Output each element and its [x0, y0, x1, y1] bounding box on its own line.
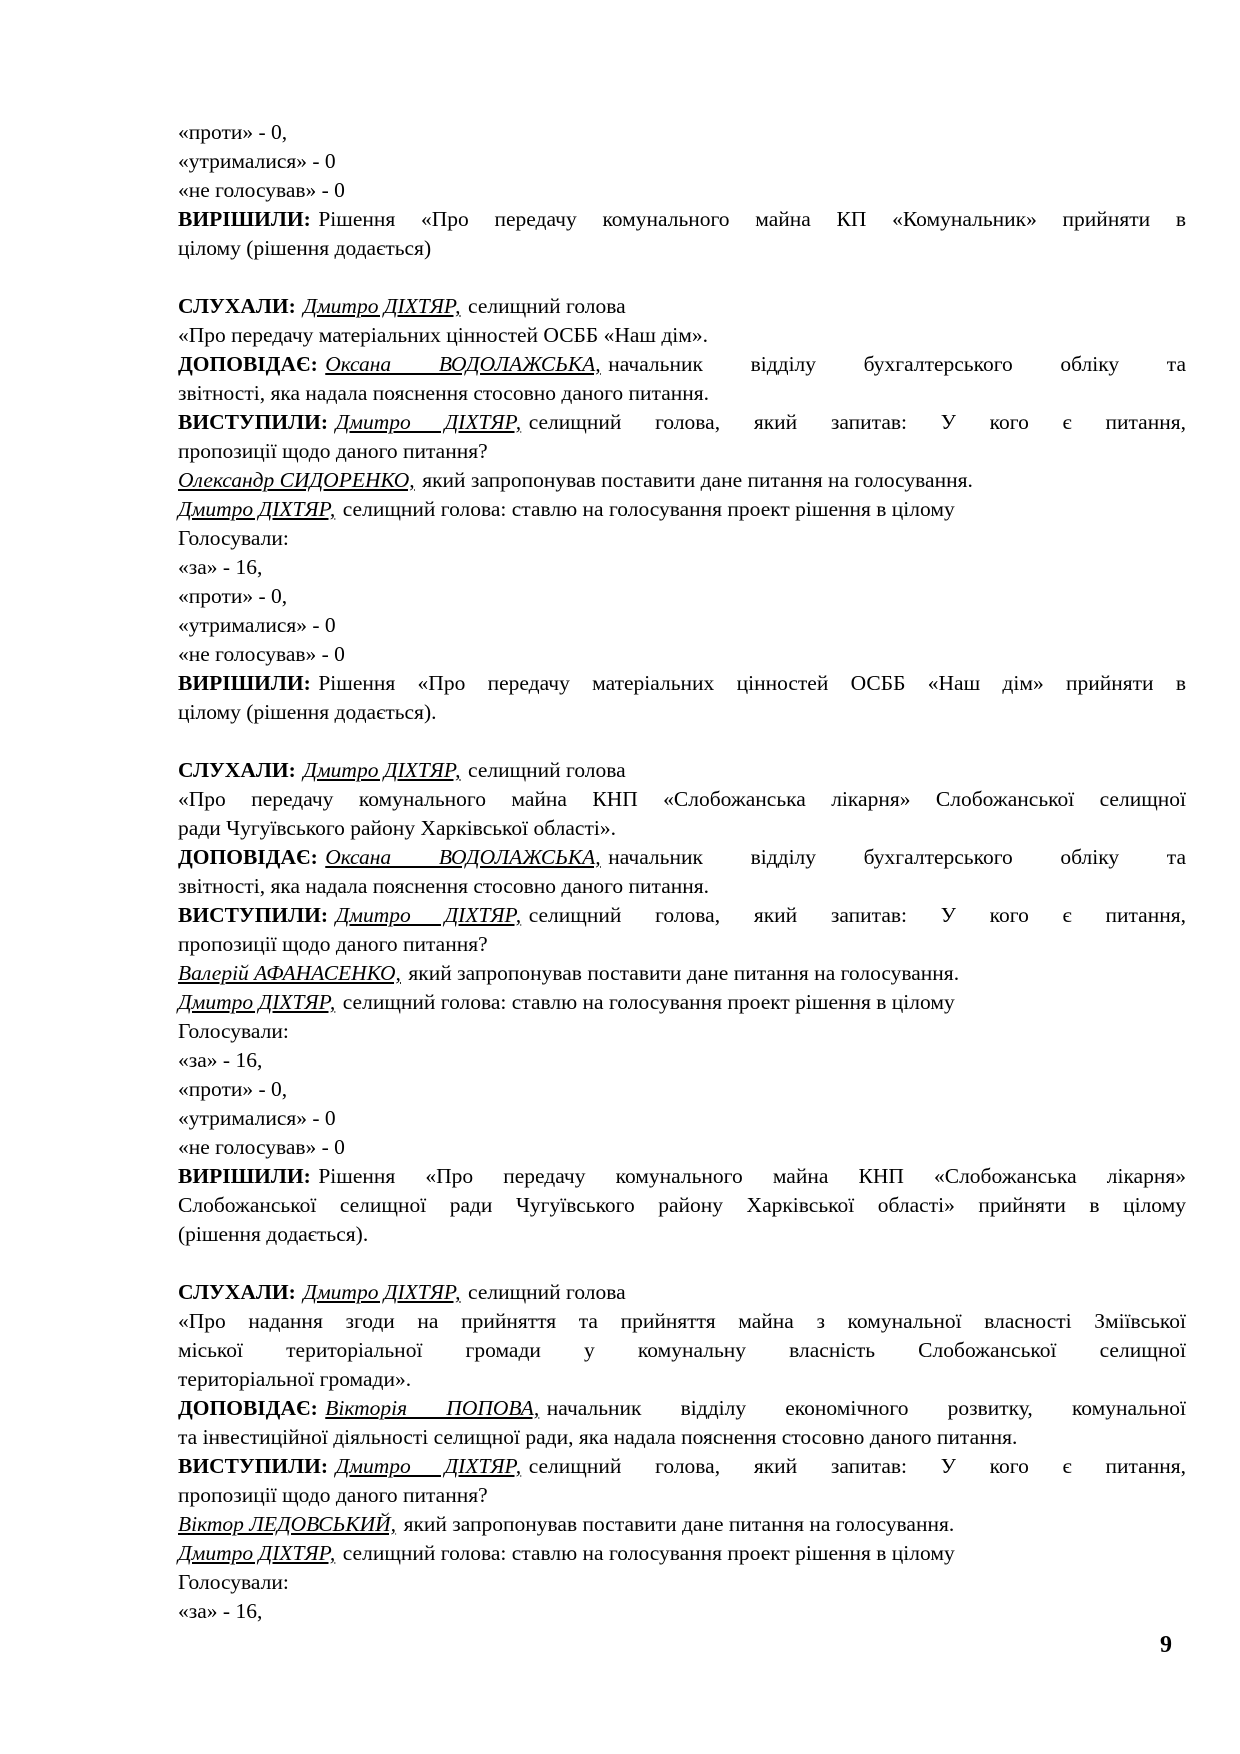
- speaker-name: Дмитро ДІХТЯР,: [335, 903, 522, 927]
- voted-label: Голосували:: [178, 1570, 289, 1594]
- topic-text-cont: ради Чугуївського району Харківської області».: [178, 816, 616, 840]
- heard-name: Дмитро ДІХТЯР,: [303, 294, 461, 318]
- speakers-line: [178, 408, 1186, 437]
- speakers-label: ВИСТУПИЛИ:: [178, 1454, 329, 1478]
- reporter-line: [178, 1394, 1186, 1423]
- vote-caller-name: Дмитро ДІХТЯР,: [178, 990, 336, 1014]
- vote-against: «проти» - 0,: [178, 1077, 288, 1101]
- reporter-name: Вікторія ПОПОВА,: [325, 1396, 540, 1420]
- topic-text: «Про передачу комунального майна КНП «Слобожанська лікарня» Слобожанської селищної: [178, 787, 1186, 811]
- resolution-text: Рішення «Про передачу комунального майна КП «Комунальник» прийняти в: [318, 207, 1186, 231]
- speaker-text-cont: пропозиції щодо даного питання?: [178, 439, 488, 463]
- speaker-text: селищний голова, який запитав: У кого є питання,: [528, 410, 1186, 434]
- vote-call-line: [178, 988, 1186, 1017]
- topic-text: «Про надання згоди на прийняття та прийняття майна з комунальної власності Зміївської: [178, 1309, 1186, 1333]
- reporter-text-cont: та інвестиційної діяльності селищної ради, яка надала пояснення стосовно даного питання.: [178, 1425, 1018, 1449]
- section-property-transfer: [178, 1278, 1186, 1626]
- reporter-text-cont: звітності, яка надала пояснення стосовно даного питання.: [178, 874, 710, 898]
- heard-role: селищний голова: [468, 1280, 626, 1304]
- speaker-name: Дмитро ДІХТЯР,: [335, 1454, 522, 1478]
- vote-novote: «не голосував» - 0: [178, 178, 345, 202]
- resolution-line: [178, 1162, 1186, 1191]
- speakers-line: [178, 901, 1186, 930]
- topic-text: «Про передачу матеріальних цінностей ОСББ «Наш дім».: [178, 323, 709, 347]
- proposal-text: який запропонував поставити дане питання на голосування.: [422, 468, 973, 492]
- proposer-name: Валерій АФАНАСЕНКО,: [178, 961, 401, 985]
- vote-abstain: «утрималися» - 0: [178, 1106, 336, 1130]
- resolution-text-cont: Слобожанської селищної ради Чугуївського району Харківської області» прийняти в цілому: [178, 1193, 1186, 1217]
- reporter-line: [178, 350, 1186, 379]
- resolution-label: ВИРІШИЛИ:: [178, 1164, 311, 1188]
- vote-caller-name: Дмитро ДІХТЯР,: [178, 497, 336, 521]
- speaker-text-cont: пропозиції щодо даного питання?: [178, 932, 488, 956]
- heard-name: Дмитро ДІХТЯР,: [303, 758, 461, 782]
- resolution-line: [178, 669, 1186, 698]
- resolution-line: [178, 205, 1186, 234]
- speakers-label: ВИСТУПИЛИ:: [178, 410, 329, 434]
- speaker-name: Дмитро ДІХТЯР,: [335, 410, 522, 434]
- heard-label: СЛУХАЛИ:: [178, 1280, 296, 1304]
- vote-abstain: «утрималися» - 0: [178, 613, 336, 637]
- heard-name: Дмитро ДІХТЯР,: [303, 1280, 461, 1304]
- reporter-label: ДОПОВІДАЄ:: [178, 1396, 318, 1420]
- resolution-label: ВИРІШИЛИ:: [178, 207, 311, 231]
- vote-against: «проти» - 0,: [178, 584, 288, 608]
- reporter-text: начальник відділу бухгалтерського обліку та: [608, 352, 1186, 376]
- speaker-text: селищний голова, який запитав: У кого є питання,: [528, 1454, 1186, 1478]
- voted-label: Голосували:: [178, 526, 289, 550]
- section-hospital: [178, 756, 1186, 1249]
- reporter-text: начальник відділу бухгалтерського обліку та: [608, 845, 1186, 869]
- vote-for: «за» - 16,: [178, 1599, 263, 1623]
- speakers-line: [178, 1452, 1186, 1481]
- proposal-line: [178, 466, 1186, 495]
- section-osbb: [178, 292, 1186, 727]
- vote-call-line: [178, 495, 1186, 524]
- reporter-name: Оксана ВОДОЛАЖСЬКА,: [325, 352, 601, 376]
- topic-text-cont: міської територіальної громади у комунальну власність Слобожанської селищної: [178, 1338, 1186, 1362]
- vote-call-line: [178, 1539, 1186, 1568]
- vote-novote: «не голосував» - 0: [178, 1135, 345, 1159]
- heard-role: селищний голова: [468, 758, 626, 782]
- resolution-label: ВИРІШИЛИ:: [178, 671, 311, 695]
- proposal-line: [178, 1510, 1186, 1539]
- speaker-text: селищний голова, який запитав: У кого є питання,: [528, 903, 1186, 927]
- voted-label: Голосували:: [178, 1019, 289, 1043]
- resolution-text: Рішення «Про передачу комунального майна КНП «Слобожанська лікарня»: [318, 1164, 1186, 1188]
- speakers-label: ВИСТУПИЛИ:: [178, 903, 329, 927]
- proposer-name: Віктор ЛЕДОВСЬКИЙ,: [178, 1512, 397, 1536]
- reporter-name: Оксана ВОДОЛАЖСЬКА,: [325, 845, 601, 869]
- heard-line: [178, 292, 1186, 321]
- speaker-text-cont: пропозиції щодо даного питання?: [178, 1483, 488, 1507]
- heard-role: селищний голова: [468, 294, 626, 318]
- resolution-text-cont: (рішення додається).: [178, 1222, 369, 1246]
- proposer-name: Олександр СИДОРЕНКО,: [178, 468, 415, 492]
- vote-call-text: селищний голова: ставлю на голосування проект рішення в цілому: [342, 1541, 955, 1565]
- document-body: [178, 118, 1186, 1626]
- vote-novote: «не голосував» - 0: [178, 642, 345, 666]
- resolution-text-cont: цілому (рішення додається): [178, 236, 432, 260]
- page-number: 9: [1160, 1632, 1172, 1658]
- heard-line: [178, 756, 1186, 785]
- resolution-text: Рішення «Про передачу матеріальних цінностей ОСББ «Наш дім» прийняти в: [318, 671, 1186, 695]
- proposal-text: який запропонував поставити дане питання на голосування.: [408, 961, 960, 985]
- vote-caller-name: Дмитро ДІХТЯР,: [178, 1541, 336, 1565]
- section-continuation: [178, 118, 1186, 263]
- heard-label: СЛУХАЛИ:: [178, 294, 296, 318]
- vote-for: «за» - 16,: [178, 555, 263, 579]
- reporter-text-cont: звітності, яка надала пояснення стосовно даного питання.: [178, 381, 710, 405]
- heard-label: СЛУХАЛИ:: [178, 758, 296, 782]
- vote-abstain: «утрималися» - 0: [178, 149, 336, 173]
- vote-against: «проти» - 0,: [178, 120, 288, 144]
- proposal-line: [178, 959, 1186, 988]
- proposal-text: який запропонував поставити дане питання на голосування.: [403, 1512, 955, 1536]
- vote-call-text: селищний голова: ставлю на голосування проект рішення в цілому: [342, 497, 955, 521]
- vote-for: «за» - 16,: [178, 1048, 263, 1072]
- reporter-label: ДОПОВІДАЄ:: [178, 352, 318, 376]
- resolution-text-cont: цілому (рішення додається).: [178, 700, 437, 724]
- vote-call-text: селищний голова: ставлю на голосування проект рішення в цілому: [342, 990, 955, 1014]
- reporter-line: [178, 843, 1186, 872]
- reporter-label: ДОПОВІДАЄ:: [178, 845, 318, 869]
- reporter-text: начальник відділу економічного розвитку, комунальної: [546, 1396, 1186, 1420]
- heard-line: [178, 1278, 1186, 1307]
- topic-text-cont: територіальної громади».: [178, 1367, 412, 1391]
